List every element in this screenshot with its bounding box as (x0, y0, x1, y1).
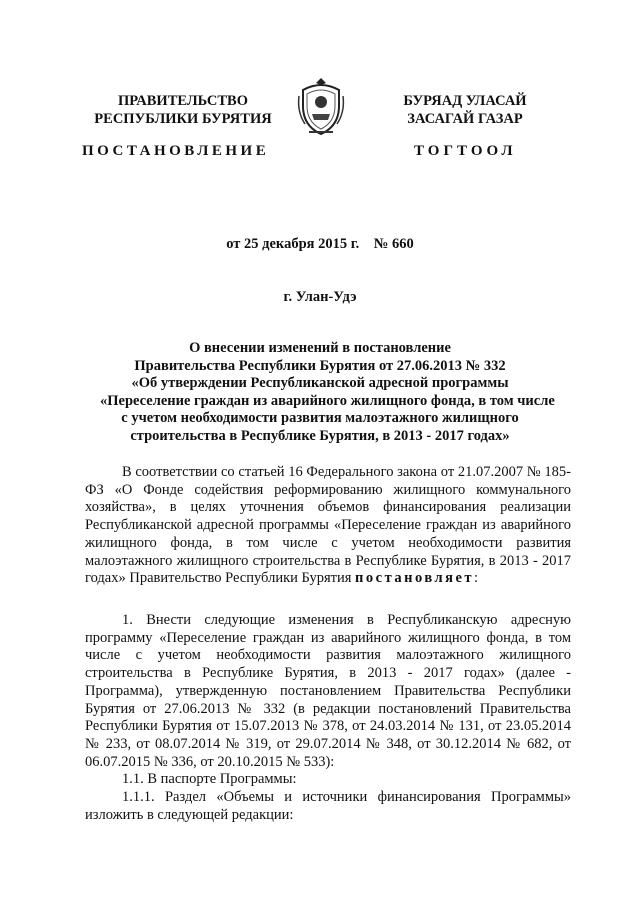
title-line: с учетом необходимости развития малоэтажного жилищного (121, 410, 519, 427)
coat-of-arms-icon (295, 76, 347, 138)
resolution-items (85, 612, 571, 824)
title-line: строительства в Республике Бурятия, в 2013 - 2017 годах» (130, 427, 510, 444)
date-number: от 25 декабря 2015 г. № 660 (226, 236, 414, 252)
header-left-line1: ПРАВИТЕЛЬСТВО (118, 93, 248, 109)
header-left-line2: РЕСПУБЛИКИ БУРЯТИЯ (94, 111, 272, 127)
title-line: «Переселение граждан из аварийного жилищного фонда, в том числе (100, 392, 555, 409)
city-line: г. Улан-Удэ (283, 289, 357, 305)
date-number-line (0, 236, 640, 253)
doc-type-ru: ПОСТАНОВЛЕНИЕ (82, 143, 270, 159)
preamble-text: В соответствии со статьей 16 Федерального закона от 21.07.2007 № 185-ФЗ «О Фонде содействия реформированию жилищного коммунального хозяйства», в целях уточнения объемов финансирования реализации Республиканской адресной программы «Переселение граждан из аварийного жилищного фонда, в том числе с учетом необходимости развития малоэтажного жилищного строительства в Республике Бурятия, в 2013 - 2017 годах» Правительство Республики Бурятия (85, 464, 571, 587)
header-left-block (88, 92, 278, 128)
item-1-1: 1.1. В паспорте Программы: (122, 771, 297, 788)
header-right-line2: ЗАСАГАЙ ГАЗАР (407, 111, 523, 127)
doc-type-bua: ТОГТООЛ (414, 143, 517, 159)
resolves-colon: : (474, 570, 479, 587)
title-line: Правительства Республики Бурятия от 27.06.2013 № 332 (134, 357, 506, 374)
title-line: «Об утверждении Республиканской адресной программы (131, 375, 509, 392)
document-title (100, 340, 555, 446)
item-1: 1. Внести следующие изменения в Республиканскую адресную программу «Переселение граждан из аварийного жилищного фонда, в том числе с учетом необходимости развития малоэтажного жилищного строительства в Республике Бурятия, в 2013 - 2017 годах» (далее - Программа), утвержденную постановлением Правительства Республики Бурятия от 27.06.2013 № 332 (в редакции постановлений Правительства Республики Бурятия от 15.07.2013 № 378, от 24.03.2014 № 131, от 23.05.2014 № 233, от 08.07.2014 № 319, от 29.07.2014 № 348, от 30.12.2014 № 682, от 06.07.2015 № 336, от 20.10.2015 № 533): (85, 612, 571, 770)
header-right-line1: БУРЯАД УЛАСАЙ (403, 93, 527, 109)
resolves-word: постановляет (355, 570, 475, 587)
header-right-block (375, 92, 555, 128)
item-1-1-1: 1.1.1. Раздел «Объемы и источники финансирования Программы» изложить в следующей редакции: (85, 789, 571, 823)
title-line: О внесении изменений в постановление (189, 340, 451, 356)
preamble-paragraph (85, 464, 571, 588)
